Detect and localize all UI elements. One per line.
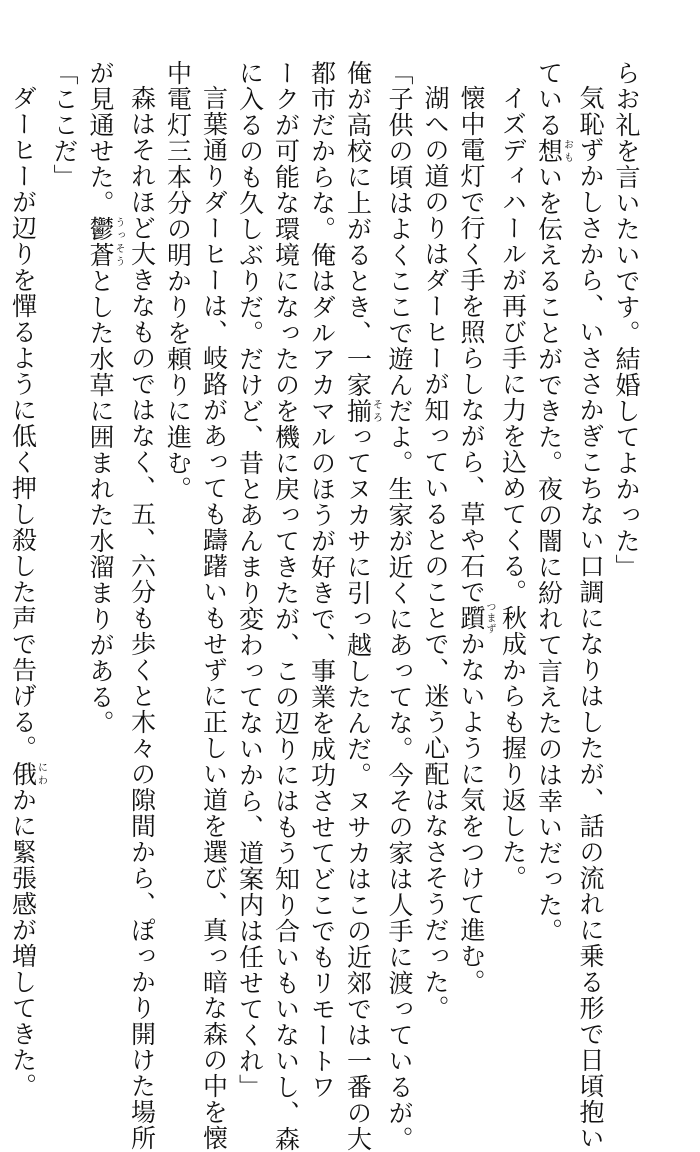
text-line: 「子供の頃はよくここで遊んだよ。生家が近くにあってな。今その家は人手に渡っているが。 <box>385 60 414 1152</box>
ruby-reading: おも <box>561 138 573 164</box>
ruby-annotation: 躓つまず <box>457 601 495 635</box>
ruby-reading: そろ <box>370 398 382 424</box>
text-line: ークが可能な環境になったのを機に戻ってきたが、この辺りにはもう知り合いもいないし、森 <box>271 60 301 1152</box>
text-line: に入るのも久しぶりだ。だけど、昔とあんまり変わってないから、道案内は任せてくれ」 <box>235 60 265 1100</box>
text-line: 湖への道のりはダーヒーが知っているとのことで、迷う心配はなさそうだった。 <box>421 85 450 1021</box>
ruby-annotation: 俄にわ <box>8 761 47 787</box>
ruby-annotation: 鬱蒼うっそう <box>86 216 124 268</box>
ruby-annotation: 想おも <box>534 138 573 164</box>
text-line: 「ここだ」 <box>50 60 79 190</box>
text-line: 懐中電灯で行く手を照らしながら、草や石で躓つまずかないように気をつけて進む。 <box>457 85 495 995</box>
text-line: が見通せた。鬱蒼うっそうとした水草に囲まれた水溜まりがある。 <box>86 60 124 736</box>
ruby-reading: つまず <box>484 601 495 635</box>
text-line: ている想おもいを伝えることができた。夜の闇に紛れて言えたのは幸いだった。 <box>534 60 573 944</box>
ruby-reading: うっそう <box>113 216 124 268</box>
text-line: イズディハールが再び手に力を込めてくる。秋成からも握り返した。 <box>498 85 528 891</box>
text-line: ダーヒーが辺りを憚るように低く押し殺した声で告げる。俄にわかに緊張感が増してきた。 <box>8 85 47 1099</box>
ruby-annotation: 揃そろ <box>343 398 382 424</box>
text-line: 森はそれほど大きなものではなく、五、六分も歩くと木々の隙間から、ぽっかり開けた場所 <box>127 85 157 1151</box>
vertical-text-block <box>8 60 644 1152</box>
text-line: 中電灯三本分の明かりを頼りに進む。 <box>163 60 193 502</box>
text-line: 俺が高校に上がるとき、一家揃そろってヌカサに引っ越したんだ。ヌサカはこの近郊では一番の大 <box>343 60 382 1152</box>
text-line: 言葉通りダーヒーは、岐路があっても躊躇いもせずに正しい道を選び、真っ暗な森の中を懐 <box>199 85 229 1151</box>
ruby-reading: にわ <box>35 761 47 787</box>
text-line: 気恥ずかしさから、いささかぎこちない口調になりはしたが、話の流れに乗る形で日頃抱い <box>576 85 605 1151</box>
text-line: 都市だからな。俺はダルアカマルのほうが好きで、事業を成功させてどこでもリモートワ <box>307 60 337 1100</box>
text-line: らお礼を言いたいです。結婚してよかった」 <box>612 60 641 580</box>
